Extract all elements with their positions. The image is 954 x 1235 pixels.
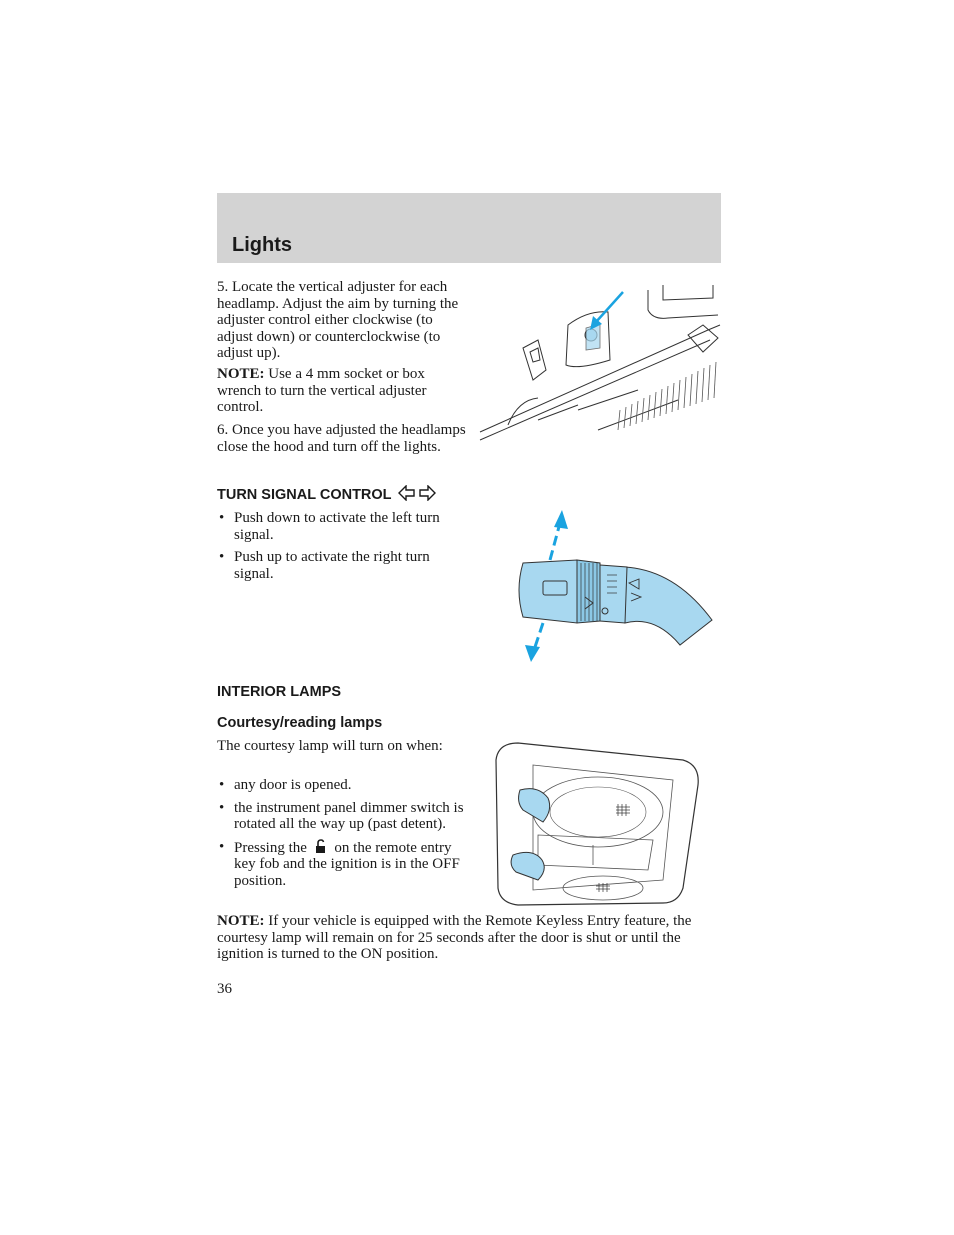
list-item: • the instrument panel dimmer switch is rotated all the way up (past detent). — [217, 800, 467, 833]
courtesy-lamps-subheading: Courtesy/reading lamps — [217, 715, 383, 731]
multifunction-lever-figure — [505, 505, 720, 665]
list-item: • any door is opened. — [217, 777, 467, 794]
list-item — [217, 839, 467, 890]
unlock-icon — [314, 839, 328, 854]
page-number: 36 — [217, 981, 232, 997]
courtesy-lamp-figure — [478, 740, 703, 908]
note-adjuster — [217, 366, 467, 416]
step-6-text: 6. Once you have adjusted the headlamps close the hood and turn off the lights. — [217, 422, 466, 455]
courtesy-intro: The courtesy lamp will turn on when: — [217, 738, 443, 754]
list-item: • Push down to activate the left turn signal. — [217, 510, 472, 543]
step-5-text: 5. Locate the vertical adjuster for each headlamp. Adjust the aim by turning the adjuster control either clockwise (to adjust down) or counterclockwise (to adjust up). — [217, 279, 459, 362]
turn-signal-heading-text: TURN SIGNAL CONTROL — [217, 487, 392, 503]
page-title: Lights — [232, 234, 292, 256]
note-keyless-entry — [217, 913, 723, 963]
bullet-prefix: Pressing the — [234, 839, 307, 856]
interior-lamps-heading: INTERIOR LAMPS — [217, 684, 342, 700]
courtesy-list — [217, 777, 467, 896]
turn-signal-arrows-icon — [398, 485, 436, 501]
turn-signal-heading — [217, 485, 439, 503]
note-text: Use a 4 mm socket or box wrench to turn the vertical adjuster control. — [217, 366, 427, 416]
bullet-suffix: on the remote entry key fob and the ignition is in the OFF position. — [234, 839, 460, 889]
note-label: NOTE: — [217, 913, 265, 929]
list-item: • Push up to activate the right turn signal. — [217, 549, 472, 582]
turn-signal-list — [217, 510, 472, 588]
headlamp-adjuster-figure — [478, 280, 723, 448]
header-band — [217, 193, 721, 263]
note-text: If your vehicle is equipped with the Remote Keyless Entry feature, the courtesy lamp will remain on for 25 seconds after the door is shut or until the ignition is turned to the ON position. — [217, 913, 692, 963]
note-label: NOTE: — [217, 366, 265, 382]
